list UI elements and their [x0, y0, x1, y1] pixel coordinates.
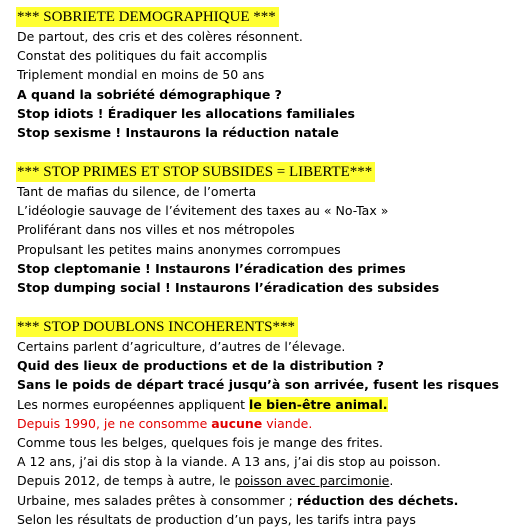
text-line-bold: Quid des lieux de productions et de la distribution ? [17, 358, 384, 374]
text-line-red [17, 414, 506, 433]
text-line: L’idéologie sauvage de l’évitement des taxes au « No-Tax » [17, 203, 389, 219]
text-line-bold: Stop cleptomanie ! Instaurons l’éradication des primes [17, 260, 406, 276]
text-line: Selon les résultats de production d’un pays, les tarifs intra pays [17, 511, 416, 527]
text-line-since [17, 471, 506, 490]
depuis-text: Depuis 1990, je ne consomme [17, 415, 212, 431]
text-line-bold: A quand la sobriété démographique ? [17, 86, 282, 102]
text-line-normes [17, 395, 506, 414]
text-line: Proliférant dans nos villes et nos métropoles [17, 222, 295, 238]
text-line-bold: Sans le poids de départ tracé jusqu’à son arrivée, fusent les risques [17, 377, 499, 393]
depuis-end: viande. [262, 415, 313, 431]
underlined-phrase: poisson avec parcimonie [234, 473, 390, 489]
text-line-bold: Stop sexisme ! Instaurons la réduction natale [17, 125, 339, 141]
text-line: Constat des politiques du fait accomplis [17, 48, 268, 64]
section-heading: *** STOP DOUBLONS INCOHERENTS*** [16, 317, 298, 337]
highlighted-phrase: le bien-être animal. [249, 396, 388, 412]
section-sobriete [17, 6, 506, 142]
urbaine-text: Urbaine, mes salades prêtes à consommer ; [17, 492, 297, 508]
text-line: A 12 ans, j’ai dis stop à la viande. A 13 ans, j’ai dis stop au poisson. [17, 454, 441, 470]
section-heading: *** STOP PRIMES ET STOP SUBSIDES = LIBERTE*** [16, 162, 375, 182]
emphasis-word: aucune [211, 415, 263, 431]
text-line: Tant de mafias du silence, de l’omerta [17, 184, 257, 199]
section-primes-subsides [17, 161, 506, 297]
text-line: Propulsant les petites mains anonymes corrompues [17, 241, 341, 257]
text-line: Triplement mondial en moins de 50 ans [17, 67, 265, 83]
text-line-bold: Stop dumping social ! Instaurons l’éradication des subsides [17, 280, 440, 296]
text-line: Comme tous les belges, quelques fois je mange des frites. [17, 435, 383, 451]
text-line: Certains parlent d’agriculture, d’autres de l’élevage. [17, 339, 346, 354]
since-text: Depuis 2012, de temps à autre, le [17, 473, 235, 489]
text-line-urbaine [17, 491, 506, 510]
emphasis-phrase: réduction des déchets. [296, 492, 459, 508]
text-line: De partout, des cris et des colères résonnent. [17, 29, 303, 44]
since-end: . [389, 473, 394, 489]
text-line-bold: Stop idiots ! Éradiquer les allocations familiales [17, 105, 355, 121]
normes-text: Les normes européennes appliquent [17, 396, 250, 412]
section-heading: *** SOBRIETE DEMOGRAPHIQUE *** [16, 7, 279, 27]
section-doublons [17, 316, 506, 529]
